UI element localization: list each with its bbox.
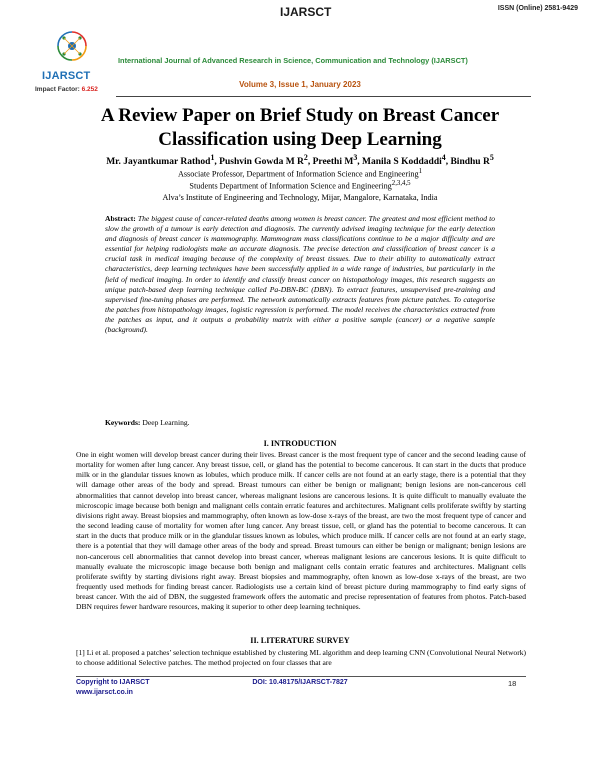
title-line-1: A Review Paper on Brief Study on Breast Cancer [100, 105, 500, 126]
author: Pushvin Gowda M R [219, 157, 304, 168]
author: Mr. Jayantkumar Rathod [106, 157, 211, 168]
impact-value: 6.252 [81, 86, 98, 93]
section-heading-introduction: I. INTRODUCTION [263, 439, 337, 448]
affiliation-sup: 2,3,4,5 [391, 180, 411, 187]
affiliation-1 [20, 168, 580, 179]
author-sup: 1 [210, 153, 215, 162]
issue-info: Volume 3, Issue 1, January 2023 [239, 80, 361, 89]
affiliation-text: Associate Professor, Department of Information Science and Engineering [177, 169, 419, 179]
abstract-text: The biggest cause of cancer-related deaths among women is breast cancer. The greatest and most efficient method to slow the growth of a tumour is early detection and diagnosis. The currently advised imaging technique for the early detection and diagnosis of breast cancer is mammography. Mammogram mass classifications continue to be a major difficulty and are essential for helping radiologists make an accurate diagnosis. The precise detection and classification of breast cancer is a crucial task in medical imaging because of the complexity of breast tissues. Due to their ability to automatically extract characteristics, deep learning techniques have been successfully applied in a wide range of industries, but particularly in the field of medical imaging. In order to identify and classify breast cancer on histopathology images, this research suggests an unique patch-based deep learning technique called Pa-DBN-BC (DBN). To extract features, unsupervised pre-training and supervised fine-tuning phases are performed. The network automatically extracts features from picture patches. To categorise the patches from histopathology images, logistic regression is performed. The model receives the characteristics extracted from the patches as input, and it outputs a probability matrix with either a positive sample (cancer) or a negative sample (background). [105, 214, 495, 335]
affiliation-3: Alva’s Institute of Engineering and Technology, Mijar, Mangalore, Karnataka, India [162, 193, 438, 202]
keywords [105, 418, 190, 427]
footer-website-link[interactable]: www.ijarsct.co.in [76, 689, 133, 696]
abstract [105, 214, 495, 335]
author-sup: 2 [303, 153, 308, 162]
logo-wordmark: IJARSCT [42, 70, 91, 82]
paper-title [40, 104, 560, 152]
keywords-text: Deep Learning. [142, 418, 190, 427]
footer-divider [76, 676, 526, 677]
affiliation-sup: 1 [418, 168, 423, 175]
header-divider [116, 96, 531, 97]
section-heading-literature: II. LITERATURE SURVEY [250, 636, 350, 645]
author-sup: 5 [489, 153, 494, 162]
author-list: Mr. Jayantkumar Rathod$^1$, Pushvin Gowda M $R^2$, Preethi $M^3$, Manila S Koddaddi$^4$, Bindhu $R^5$ [106, 153, 494, 168]
journal-name: International Journal of Advanced Research in Science, Communication and Technology (IJARSCT) [118, 56, 468, 65]
footer-copyright: Copyright to IJARSCT [76, 679, 150, 686]
footer-doi[interactable]: DOI: 10.48175/IJARSCT-7827 [252, 679, 348, 686]
introduction-text: One in eight women will develop breast cancer during their lives. Breast cancer is the most frequent type of cancer and the second leading cause of mortality for women after lung cancer. Any breast tissue, cell, or gland has the potential to become cancerous. It can start in the ducts that produce milk or in the glandular tissues known as lobules, which produce milk. If cancer cells are not found at an early stage, there is a potential that they will damage other areas of the body and spread. Breast tumours can either be benign or malignant; benign lesions are non-cancerous cell abnormalities that cannot develop into breast cancer, whereas malignant lesions are cancerous lesions. It is quite difficult to manually evaluate the microscopic image because both benign and malignant cells contain erratic features and architectures. Malignant cells proliferate swiftly by starting divisions right away. Breast biopsies and mammography, often known as low-dose x-rays of the breast, are two the most frequent type of cancer and the second leading cause of mortality for women after lung cancer. Any breast tissue, cell, or gland has the potential to become cancerous. It can start in the ducts that produce milk or in the glandular tissues known as lobules, which produce milk. If cancer cells are not found at an early stage, there is a potential that they will damage other areas of the body and spread. Breast tumours can either be benign or malignant; benign lesions are non-cancerous cell abnormalities that cannot develop into breast cancer, whereas malignant lesions are cancerous lesions. It is quite difficult to manually evaluate the microscopic image because both benign and malignant cells contain erratic features and architectures. Malignant cells proliferate swiftly by starting divisions right away. Breast biopsies and mammography, often known as low-dose x-rays of the breast, are two frequently used methods for finding breast cancer. Radiologists use a certain kind of breast picture during mammography to find early signs of breast cancer. With the aid of DBN, the suggested framework offers the automatic and precise representation of features from photos. Patch-based DBN requires fewer hardware resources, making it superior to other deep learning techniques. [76, 450, 526, 612]
author: Manila S Koddaddi [362, 157, 442, 168]
author: Preethi M [312, 157, 354, 168]
keywords-label: Keywords: [105, 418, 141, 427]
literature-text: [1] Li et al. proposed a patches’ selection technique established by clustering ML algorithm and deep learning CNN (Convolutional Neural Network) to choose additional Selective patches. The method projected on four classes that are [76, 648, 526, 668]
abstract-label: Abstract: [105, 214, 136, 223]
affiliation-text: Students Department of Information Science and Engineering [189, 181, 392, 191]
author-sup: 4 [441, 153, 446, 162]
author-sup: 3 [353, 153, 358, 162]
page-number: 18 [508, 679, 517, 688]
author: Bindhu R [450, 157, 490, 168]
impact-label: Impact Factor: [35, 86, 80, 93]
issn-label: ISSN (Online) 2581-9429 [497, 5, 578, 12]
title-line-2: Classification using Deep Learning [158, 129, 442, 150]
affiliation-2 [20, 180, 580, 191]
journal-brand: IJARSCT [280, 5, 332, 19]
